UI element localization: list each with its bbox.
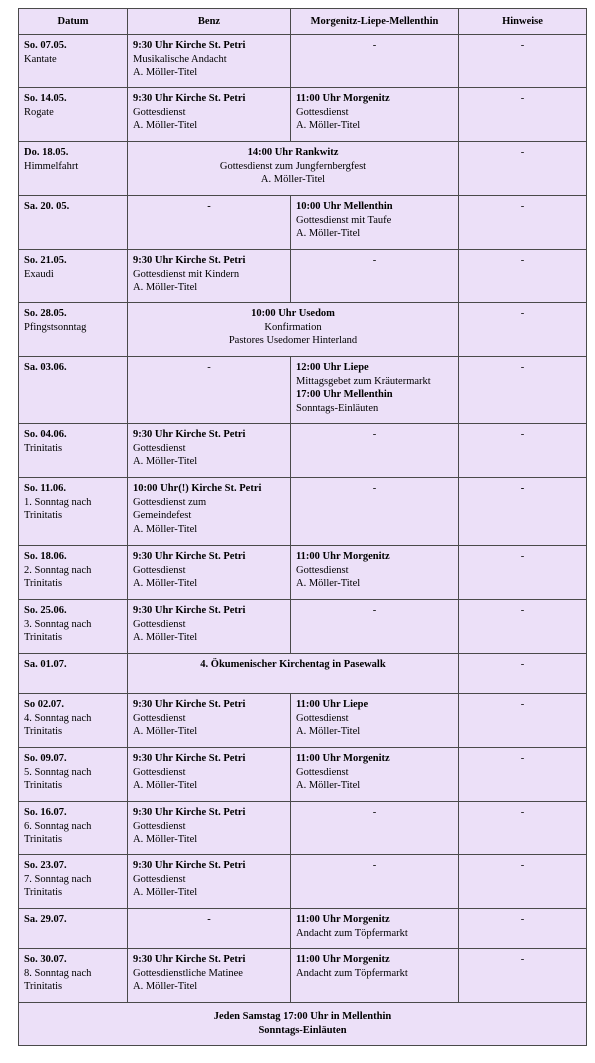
- hinweis-text: -: [520, 483, 525, 494]
- service-detail: Gottesdienst mit Kindern: [133, 268, 240, 280]
- date-cell: [19, 303, 128, 357]
- service-detail: A. Möller-Titel: [133, 632, 198, 643]
- date-cell: [19, 250, 128, 303]
- service-detail: Gottesdienst: [296, 564, 349, 576]
- schedule-row: [19, 88, 587, 142]
- benz-cell: [128, 802, 291, 855]
- date-label: Sa. 20. 05.: [24, 201, 70, 212]
- service-detail: Gottesdienstliche Matinee: [133, 967, 243, 979]
- schedule-row: [19, 855, 587, 909]
- header-hinweise: Hinweise: [459, 9, 587, 35]
- service-detail: -: [372, 605, 377, 616]
- sunday-name: 6. Sonntag nach: [24, 820, 92, 832]
- service-detail: Sonntags-Einläuten: [296, 402, 379, 414]
- date-label: Sa. 01.07.: [24, 659, 67, 670]
- date-cell: [19, 654, 128, 694]
- sunday-name: Trinitatis: [24, 510, 63, 521]
- service-detail: Gottesdienst: [133, 712, 186, 724]
- sunday-name: Rogate: [24, 106, 54, 118]
- hinweise-cell: [459, 909, 587, 949]
- hinweise-cell: [459, 357, 587, 424]
- morgenitz-liepe-mellenthin-cell: [291, 196, 459, 250]
- date-cell: [19, 949, 128, 1003]
- date-label: Do. 18.05.: [24, 147, 69, 158]
- footer-line-1: Jeden Samstag 17:00 Uhr in Mellenthin: [213, 1011, 392, 1022]
- service-detail: Pastores Usedomer Hinterland: [228, 335, 358, 346]
- schedule-row: [19, 748, 587, 802]
- service-time-location: 9:30 Uhr Kirche St. Petri: [133, 605, 246, 616]
- service-detail: A. Möller-Titel: [133, 981, 198, 992]
- service-detail: Gottesdienst zum: [133, 496, 207, 508]
- schedule-row: [19, 694, 587, 748]
- hinweis-text: -: [520, 860, 525, 871]
- benz-cell: [128, 600, 291, 654]
- sunday-name: Trinitatis: [24, 887, 63, 898]
- service-time-location: 12:00 Uhr Liepe: [296, 362, 369, 373]
- service-detail: -: [207, 362, 211, 373]
- date-label: So. 23.07.: [24, 860, 67, 871]
- hinweise-cell: [459, 694, 587, 748]
- schedule-row: [19, 949, 587, 1003]
- benz-cell: [128, 35, 291, 88]
- service-detail: A. Möller-Titel: [133, 834, 198, 845]
- date-label: So. 21.05.: [24, 255, 67, 266]
- service-time-location: -: [207, 201, 211, 212]
- hinweise-cell: [459, 654, 587, 694]
- service-time-location: 9:30 Uhr Kirche St. Petri: [133, 429, 246, 440]
- date-cell: [19, 748, 128, 802]
- service-detail: A. Möller-Titel: [133, 578, 198, 589]
- hinweise-cell: [459, 303, 587, 357]
- date-label: So. 16.07.: [24, 807, 67, 818]
- service-time-location: 4. Ökumenischer Kirchentag in Pasewalk: [200, 659, 386, 670]
- service-time-location: 9:30 Uhr Kirche St. Petri: [133, 255, 246, 266]
- service-detail: Gottesdienst: [296, 106, 349, 118]
- sunday-name: Trinitatis: [24, 780, 63, 791]
- service-detail: A. Möller-Titel: [296, 726, 361, 737]
- hinweis-text: -: [520, 914, 525, 925]
- service-detail: Gottesdienst: [133, 106, 186, 118]
- hinweise-cell: [459, 35, 587, 88]
- morgenitz-liepe-mellenthin-cell: [291, 909, 459, 949]
- sunday-name: 8. Sonntag nach: [24, 967, 92, 979]
- date-cell: [19, 909, 128, 949]
- hinweis-text: -: [520, 429, 525, 440]
- service-detail: -: [372, 860, 377, 871]
- service-time-location: 11:00 Uhr Morgenitz: [296, 954, 390, 965]
- service-detail: Mittagsgebet zum Kräutermarkt: [296, 375, 431, 387]
- morgenitz-liepe-mellenthin-cell: [291, 855, 459, 909]
- benz-cell: [128, 88, 291, 142]
- service-time-location: 9:30 Uhr Kirche St. Petri: [133, 93, 246, 104]
- date-label: So 02.07.: [24, 699, 64, 710]
- sunday-name: Trinitatis: [24, 981, 63, 992]
- date-cell: [19, 600, 128, 654]
- date-cell: [19, 802, 128, 855]
- hinweis-text: -: [520, 659, 525, 670]
- schedule-row: [19, 35, 587, 88]
- date-cell: [19, 196, 128, 250]
- date-label: So. 28.05.: [24, 308, 67, 319]
- sunday-name: Trinitatis: [24, 834, 63, 845]
- morgenitz-liepe-mellenthin-cell: [291, 694, 459, 748]
- service-time-location: 9:30 Uhr Kirche St. Petri: [133, 699, 246, 710]
- sunday-name: Kantate: [24, 53, 57, 65]
- schedule-row: [19, 654, 587, 694]
- date-label: So. 09.07.: [24, 753, 67, 764]
- service-time-location: 9:30 Uhr Kirche St. Petri: [133, 860, 246, 871]
- service-time-location: 9:30 Uhr Kirche St. Petri: [133, 954, 246, 965]
- service-time-location: 11:00 Uhr Morgenitz: [296, 93, 390, 104]
- header-datum: Datum: [19, 9, 128, 35]
- benz-cell: [128, 694, 291, 748]
- hinweis-text: -: [520, 551, 525, 562]
- hinweise-cell: [459, 949, 587, 1003]
- date-cell: [19, 88, 128, 142]
- benz-cell: [128, 855, 291, 909]
- worship-schedule-table: [18, 8, 587, 1046]
- header-benz: Benz: [128, 9, 291, 35]
- hinweise-cell: [459, 748, 587, 802]
- sunday-name: Exaudi: [24, 268, 54, 280]
- service-detail: Gottesdienst: [296, 766, 349, 778]
- date-cell: [19, 35, 128, 88]
- service-detail: -: [372, 40, 377, 51]
- header-morgenitz-liepe-mellenthin: Morgenitz-Liepe-Mellenthin: [291, 9, 459, 35]
- schedule-row: [19, 142, 587, 196]
- schedule-row: [19, 303, 587, 357]
- service-time-location: 9:30 Uhr Kirche St. Petri: [133, 551, 246, 562]
- date-cell: [19, 142, 128, 196]
- service-time-location: 17:00 Uhr Mellenthin: [296, 389, 393, 400]
- sunday-name: 1. Sonntag nach: [24, 496, 92, 508]
- sunday-name: Trinitatis: [24, 442, 63, 454]
- hinweise-cell: [459, 802, 587, 855]
- service-detail: Gottesdienst: [133, 442, 186, 454]
- date-label: So. 25.06.: [24, 605, 67, 616]
- service-detail: Gottesdienst: [133, 766, 186, 778]
- hinweis-text: -: [520, 605, 525, 616]
- hinweise-cell: [459, 855, 587, 909]
- schedule-row: [19, 546, 587, 600]
- hinweis-text: -: [520, 954, 525, 965]
- hinweis-text: -: [520, 308, 525, 319]
- morgenitz-liepe-mellenthin-cell: [291, 802, 459, 855]
- hinweis-text: -: [520, 147, 525, 158]
- date-label: Sa. 03.06.: [24, 362, 67, 373]
- service-detail: A. Möller-Titel: [296, 228, 361, 239]
- service-detail: A. Möller-Titel: [133, 523, 198, 535]
- sunday-name: 2. Sonntag nach: [24, 564, 92, 576]
- sunday-name: 3. Sonntag nach: [24, 618, 92, 630]
- header-row: [19, 9, 587, 35]
- hinweise-cell: [459, 196, 587, 250]
- date-label: So. 18.06.: [24, 551, 67, 562]
- service-detail: A. Möller-Titel: [133, 120, 198, 131]
- service-detail: Andacht zum Töpfermarkt: [296, 927, 408, 939]
- service-detail: Musikalische Andacht: [133, 53, 227, 65]
- service-detail: A. Möller-Titel: [133, 780, 198, 791]
- service-detail: A. Möller-Titel: [133, 282, 198, 293]
- service-detail: -: [372, 255, 377, 266]
- service-detail: Konfirmation: [264, 321, 322, 333]
- service-time-location: 10:00 Uhr Mellenthin: [296, 201, 393, 212]
- joint-service-cell: [128, 654, 459, 694]
- hinweis-text: -: [520, 699, 525, 710]
- service-time-location: 11:00 Uhr Liepe: [296, 699, 369, 710]
- sunday-name: Trinitatis: [24, 578, 63, 589]
- sunday-name: Trinitatis: [24, 632, 63, 643]
- date-label: So. 14.05.: [24, 93, 67, 104]
- service-detail: Gottesdienst: [133, 820, 186, 832]
- hinweise-cell: [459, 546, 587, 600]
- schedule-row: [19, 424, 587, 478]
- service-detail: Andacht zum Töpfermarkt: [296, 967, 408, 979]
- sunday-name: 4. Sonntag nach: [24, 712, 92, 724]
- joint-service-cell: [128, 142, 459, 196]
- service-detail: A. Möller-Titel: [296, 120, 361, 131]
- hinweis-text: -: [520, 93, 525, 104]
- date-cell: [19, 694, 128, 748]
- service-detail: Gottesdienst: [133, 564, 186, 576]
- schedule-row: [19, 357, 587, 424]
- service-detail: A. Möller-Titel: [133, 887, 198, 898]
- benz-cell: [128, 424, 291, 478]
- hinweis-text: -: [520, 201, 525, 212]
- schedule-row: [19, 909, 587, 949]
- service-time-location: 10:00 Uhr Usedom: [251, 308, 335, 319]
- benz-cell: [128, 909, 291, 949]
- service-time-location: 14:00 Uhr Rankwitz: [247, 147, 339, 158]
- benz-cell: [128, 546, 291, 600]
- service-time-location: -: [207, 914, 211, 925]
- sunday-name: 7. Sonntag nach: [24, 873, 92, 885]
- service-detail: -: [372, 429, 377, 440]
- hinweise-cell: [459, 142, 587, 196]
- hinweise-cell: [459, 478, 587, 546]
- sunday-name: 5. Sonntag nach: [24, 766, 92, 778]
- service-detail: A. Möller-Titel: [133, 67, 198, 78]
- benz-cell: [128, 357, 291, 424]
- schedule-row: [19, 802, 587, 855]
- service-detail: Gemeindefest: [133, 510, 192, 521]
- hinweise-cell: [459, 250, 587, 303]
- date-label: So. 11.06.: [24, 483, 67, 494]
- morgenitz-liepe-mellenthin-cell: [291, 35, 459, 88]
- hinweis-text: -: [520, 362, 525, 373]
- date-cell: [19, 424, 128, 478]
- date-label: Sa. 29.07.: [24, 914, 67, 925]
- schedule-row: [19, 196, 587, 250]
- hinweis-text: -: [520, 40, 525, 51]
- date-label: So. 04.06.: [24, 429, 67, 440]
- footer-note: [19, 1003, 587, 1046]
- schedule-row: [19, 478, 587, 546]
- sunday-name: Trinitatis: [24, 726, 63, 737]
- date-cell: [19, 546, 128, 600]
- benz-cell: [128, 250, 291, 303]
- morgenitz-liepe-mellenthin-cell: [291, 600, 459, 654]
- service-detail: Gottesdienst: [133, 873, 186, 885]
- benz-cell: [128, 478, 291, 546]
- benz-cell: [128, 748, 291, 802]
- service-time-location: 9:30 Uhr Kirche St. Petri: [133, 753, 246, 764]
- service-detail: A. Möller-Titel: [133, 456, 198, 467]
- morgenitz-liepe-mellenthin-cell: [291, 250, 459, 303]
- hinweis-text: -: [520, 753, 525, 764]
- service-detail: Gottesdienst mit Taufe: [296, 214, 392, 226]
- hinweise-cell: [459, 424, 587, 478]
- morgenitz-liepe-mellenthin-cell: [291, 478, 459, 546]
- morgenitz-liepe-mellenthin-cell: [291, 546, 459, 600]
- joint-service-cell: [128, 303, 459, 357]
- date-cell: [19, 357, 128, 424]
- service-time-location: 9:30 Uhr Kirche St. Petri: [133, 807, 246, 818]
- service-time-location: 9:30 Uhr Kirche St. Petri: [133, 40, 246, 51]
- sunday-name: Pfingstsonntag: [24, 321, 87, 333]
- service-detail: A. Möller-Titel: [296, 780, 361, 791]
- morgenitz-liepe-mellenthin-cell: [291, 357, 459, 424]
- date-label: So. 30.07.: [24, 954, 67, 965]
- sunday-name: Himmelfahrt: [24, 160, 79, 172]
- hinweise-cell: [459, 88, 587, 142]
- service-detail: Gottesdienst zum Jungfernbergfest: [219, 160, 367, 172]
- schedule-row: [19, 250, 587, 303]
- schedule-row: [19, 600, 587, 654]
- service-time-location: 11:00 Uhr Morgenitz: [296, 914, 390, 925]
- service-detail: A. Möller-Titel: [260, 174, 326, 185]
- service-time-location: 11:00 Uhr Morgenitz: [296, 753, 390, 764]
- service-detail: A. Möller-Titel: [296, 578, 361, 589]
- morgenitz-liepe-mellenthin-cell: [291, 949, 459, 1003]
- morgenitz-liepe-mellenthin-cell: [291, 424, 459, 478]
- schedule-body: [19, 35, 587, 1003]
- footer-row: [19, 1003, 587, 1046]
- benz-cell: [128, 196, 291, 250]
- morgenitz-liepe-mellenthin-cell: [291, 88, 459, 142]
- service-time-location: 11:00 Uhr Morgenitz: [296, 551, 390, 562]
- date-cell: [19, 478, 128, 546]
- hinweis-text: -: [520, 255, 525, 266]
- hinweise-cell: [459, 600, 587, 654]
- service-detail: -: [372, 483, 377, 494]
- morgenitz-liepe-mellenthin-cell: [291, 748, 459, 802]
- service-detail: -: [372, 807, 377, 818]
- date-cell: [19, 855, 128, 909]
- service-detail: Gottesdienst: [296, 712, 349, 724]
- benz-cell: [128, 949, 291, 1003]
- service-time-location: 10:00 Uhr(!) Kirche St. Petri: [133, 483, 262, 494]
- hinweis-text: -: [520, 807, 525, 818]
- date-label: So. 07.05.: [24, 40, 67, 51]
- service-detail: A. Möller-Titel: [133, 726, 198, 737]
- footer-line-2: Sonntags-Einläuten: [258, 1024, 347, 1036]
- service-detail: Gottesdienst: [133, 618, 186, 630]
